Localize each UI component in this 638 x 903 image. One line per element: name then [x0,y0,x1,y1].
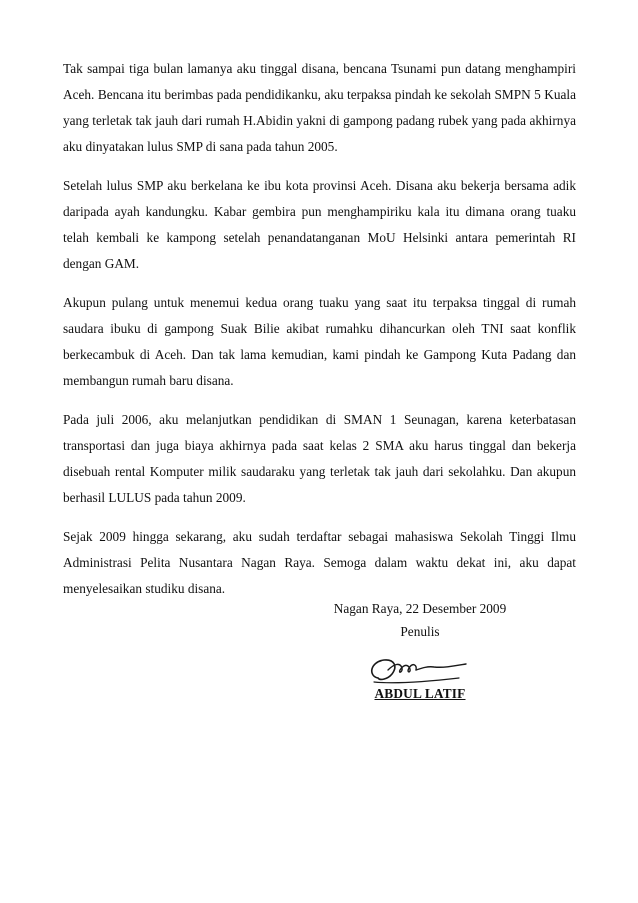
paragraph-5: Sejak 2009 hingga sekarang, aku sudah terdaftar sebagai mahasiswa Sekolah Tinggi Ilmu Administrasi Pelita Nusantara Nagan Raya. Semoga dalam waktu dekat ini, aku dapat menyelesaikan studiku disana. [63,529,576,596]
author-name: ABDUL LATIF [374,686,466,701]
paragraph-4: Pada juli 2006, aku melanjutkan pendidikan di SMAN 1 Seunagan, karena keterbatasan transportasi dan juga biaya akhirnya pada saat kelas 2 SMA aku harus tinggal dan bekerja disebuah rental Komputer milik saudaraku yang terletak tak jauh dari sekolahku. Dan akupun berhasil LULUS pada tahun 2009. [63,412,576,505]
paragraph-1: Tak sampai tiga bulan lamanya aku tinggal disana, bencana Tsunami pun datang menghampiri Aceh. Bencana itu berimbas pada pendidikanku, aku terpaksa pindah ke sekolah SMPN 5 Kuala yang terletak tak jauh dari rumah H.Abidin yakni di gampong padang rubek yang pada akhirnya aku dinyatakan lulus SMP di sana pada tahun 2005. [63,61,576,154]
paragraph-3: Akupun pulang untuk menemui kedua orang tuaku yang saat itu terpaksa tinggal di rumah saudara ibuku di gampong Suak Bilie akibat rumahku dihancurkan oleh TNI saat konflik berkecambuk di Aceh. Dan tak lama kemudian, kami pindah ke Gampong Kuta Padang dan membangun rumah baru disana. [63,295,576,388]
document-body [63,56,576,615]
author-role: Penulis [400,624,440,639]
place-date: Nagan Raya, 22 Desember 2009 [333,601,507,616]
paragraph-2: Setelah lulus SMP aku berkelana ke ibu kota provinsi Aceh. Disana aku bekerja bersama adik daripada ayah kandungku. Kabar gembira pun menghampiriku kala itu dimana orang tuaku telah kembali ke kampong setelah penandatanganan MoU Helsinki antara pemerintah RI dengan GAM. [63,178,576,271]
